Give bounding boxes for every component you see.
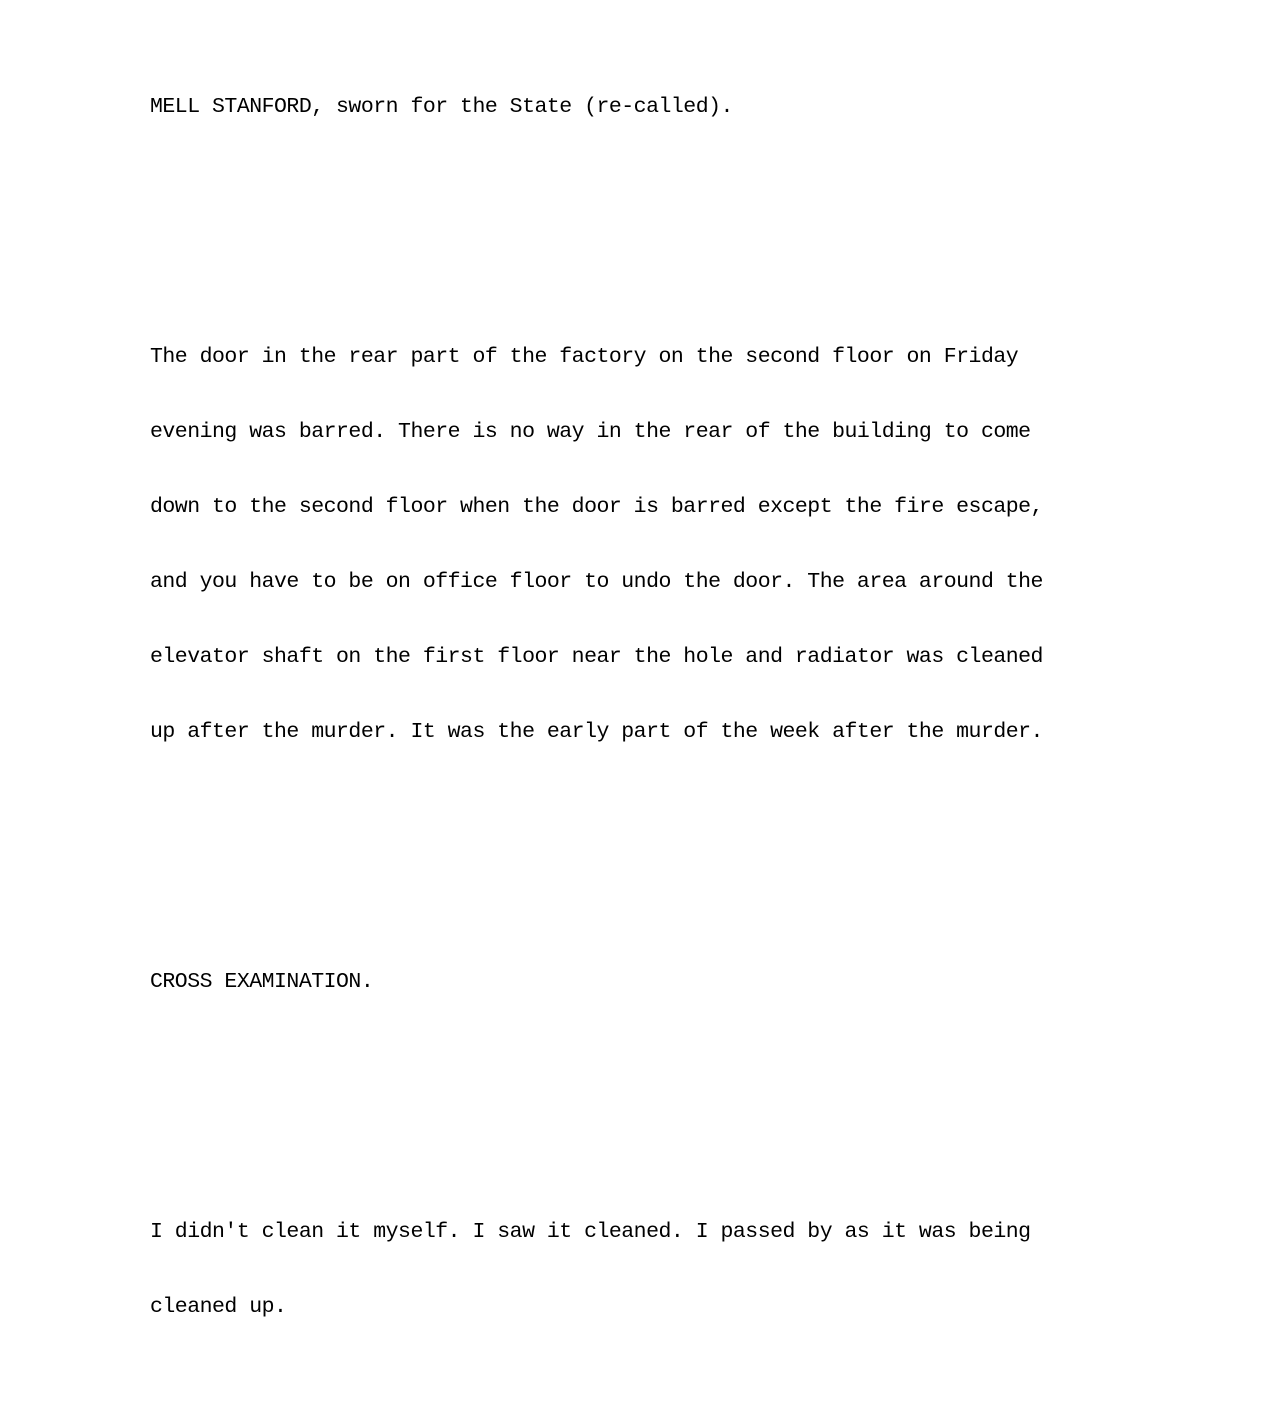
- transcript-line: elevator shaft on the first floor near the hole and radiator was cleaned: [150, 645, 1043, 669]
- transcript-line: The door in the rear part of the factory on the second floor on Friday: [150, 345, 1019, 369]
- cross-examination-paragraph: [150, 1170, 1110, 1370]
- spacer: [150, 1070, 1110, 1095]
- transcript-line: I didn't clean it myself. I saw it cleaned. I passed by as it was being: [150, 1220, 1031, 1244]
- transcript-line: evening was barred. There is no way in the rear of the building to come: [150, 420, 1031, 444]
- testimony-paragraph: [150, 295, 1110, 795]
- transcript-line: cleaned up.: [150, 1295, 287, 1319]
- transcript-page: [150, 20, 1110, 1420]
- transcript-line: down to the second floor when the door is barred except the fire escape,: [150, 495, 1043, 519]
- transcript-line: and you have to be on office floor to undo the door. The area around the: [150, 570, 1043, 594]
- spacer: [150, 870, 1110, 895]
- section-heading: CROSS EXAMINATION.: [150, 970, 374, 994]
- spacer: [150, 195, 1110, 220]
- witness-heading: MELL STANFORD, sworn for the State (re-called).: [150, 95, 733, 119]
- transcript-line: up after the murder. It was the early part of the week after the murder.: [150, 720, 1043, 744]
